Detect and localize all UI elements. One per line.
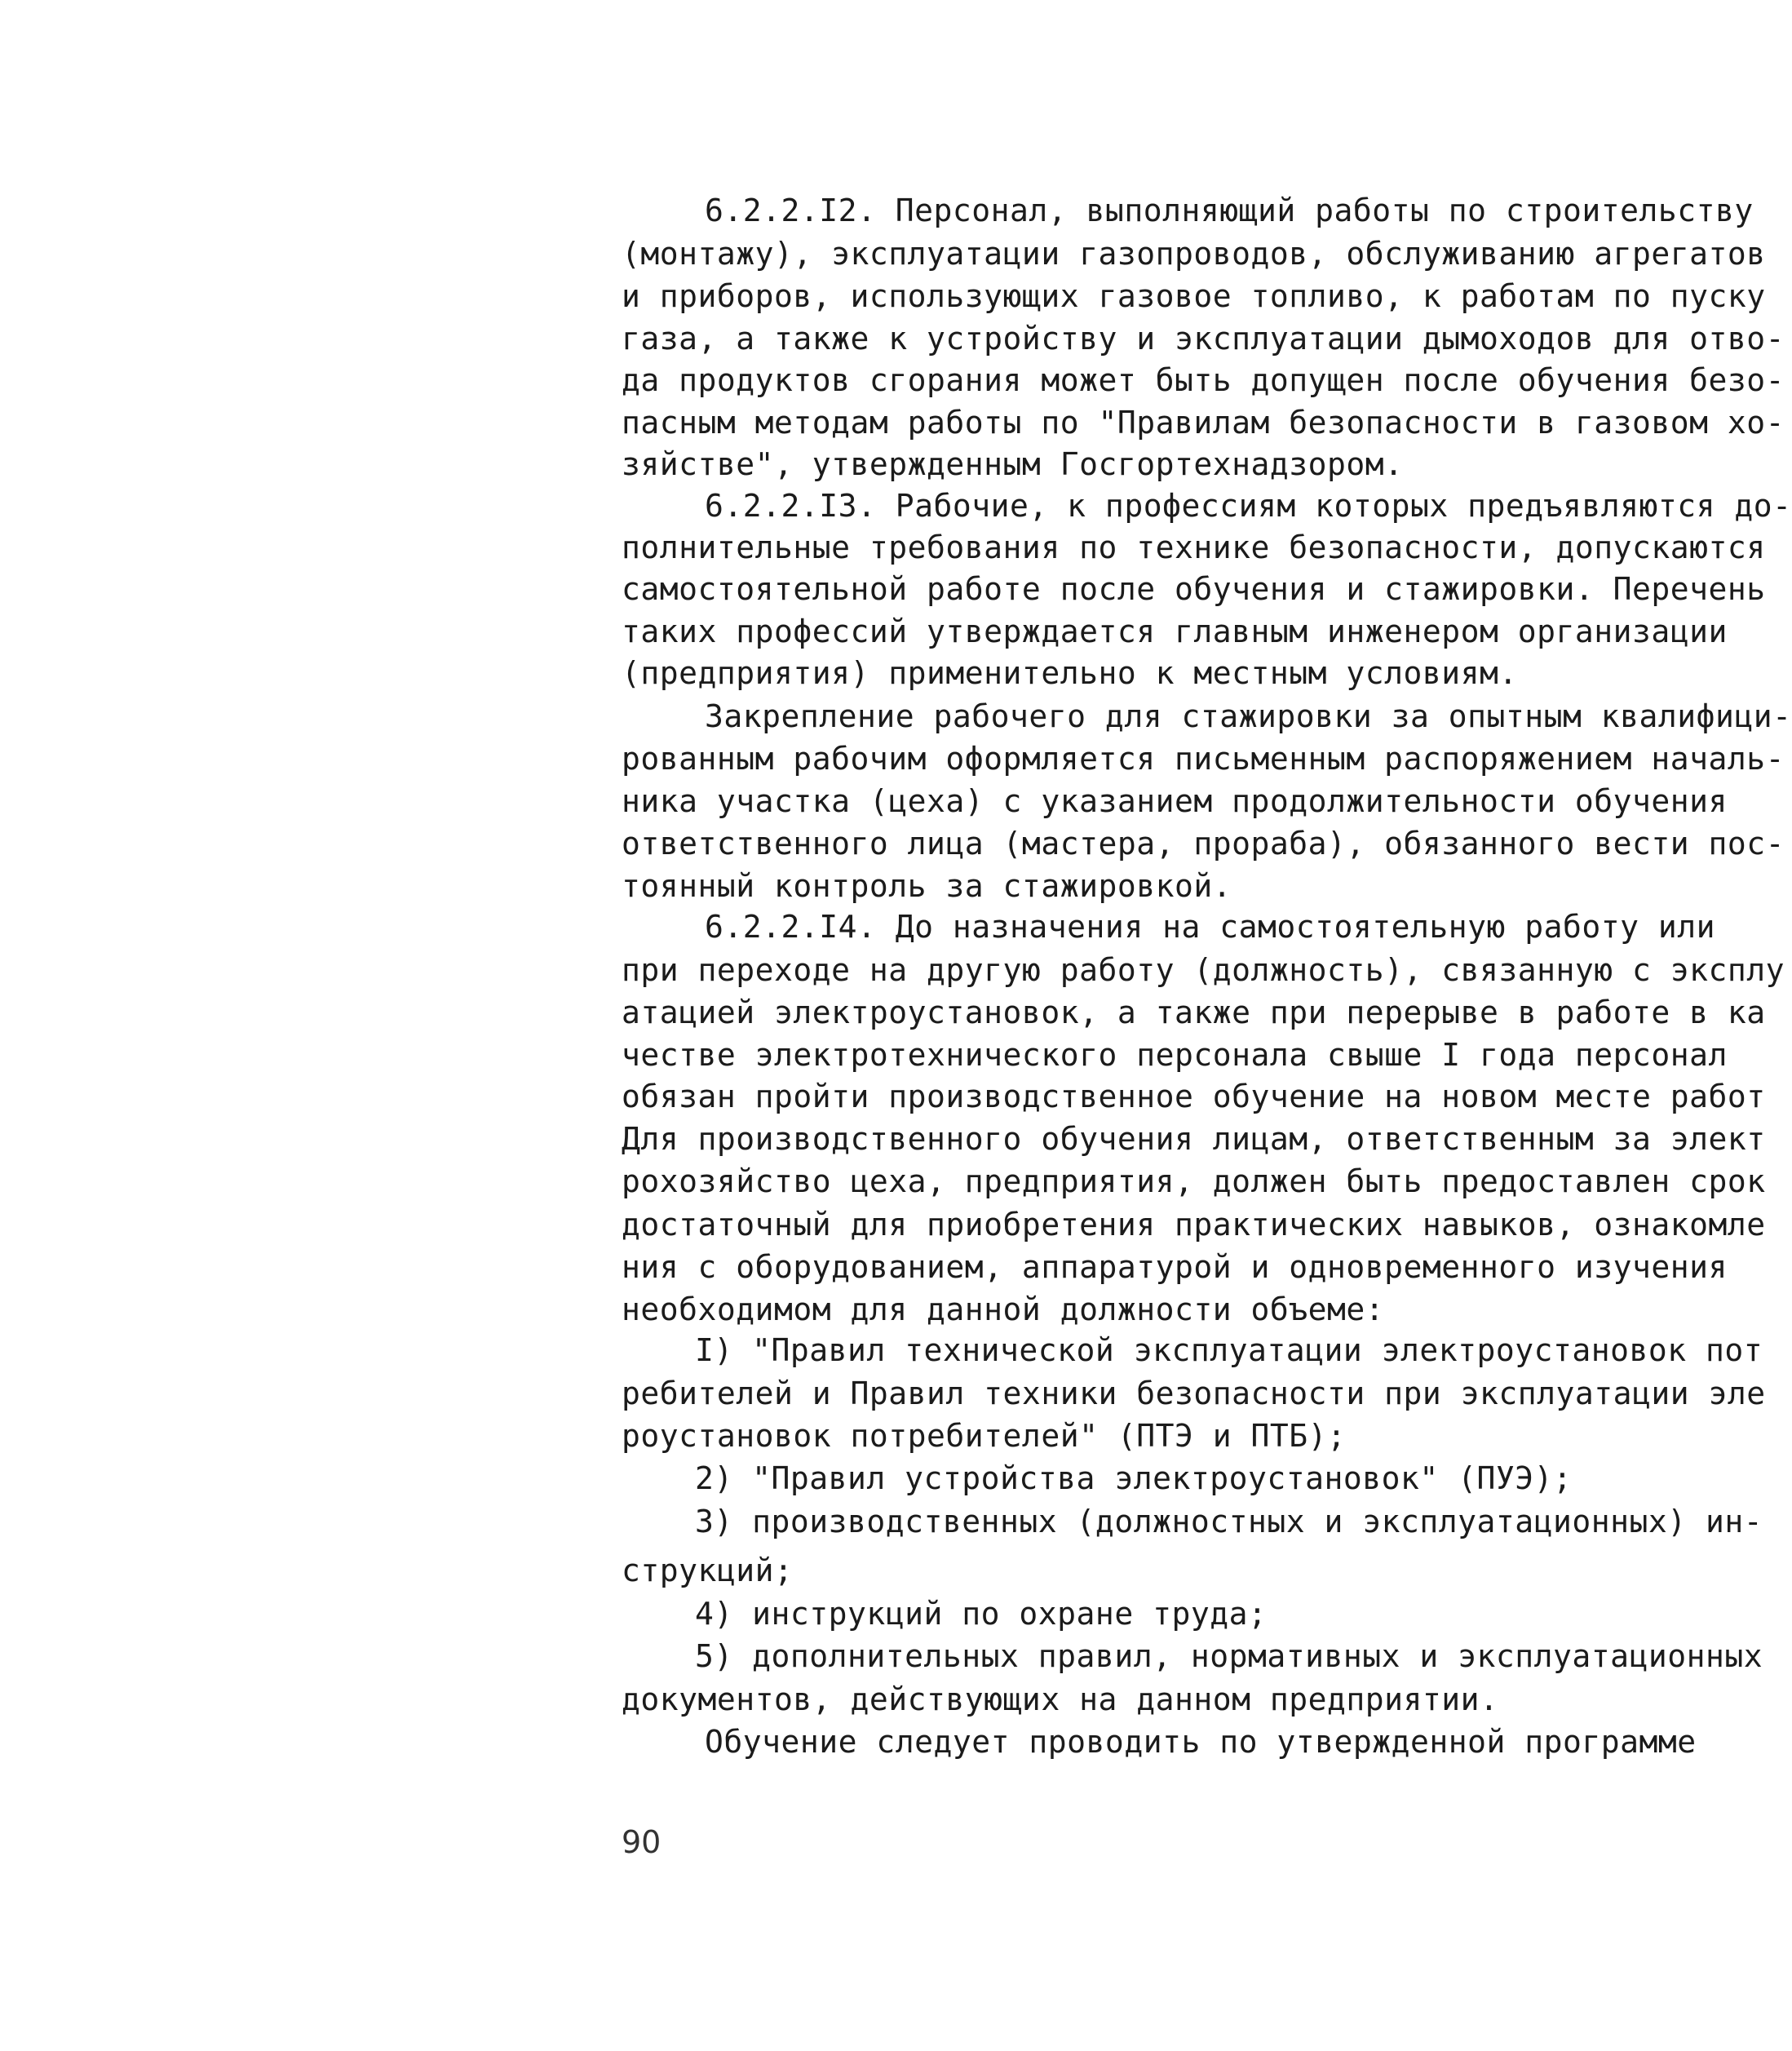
text-line: и приборов, использующих газовое топливо, к работам по пуску <box>622 278 1766 314</box>
text-line: 6.2.2.I2. Персонал, выполняющий работы по строительству <box>705 193 1754 228</box>
text-line: струкций; <box>622 1553 794 1588</box>
text-line: обязан пройти производственное обучение на новом месте работ <box>622 1079 1766 1114</box>
list-item-text: 3) производственных (должностных и эксплуатационных) ин- <box>695 1504 1763 1539</box>
text-line: газа, а также к устройству и эксплуатации дымоходов для отво- <box>622 321 1785 357</box>
text-line: тоянный контроль за стажировкой. <box>622 868 1232 904</box>
text-line: полнительные требования по технике безопасности, допускаются <box>622 529 1766 565</box>
text-line: Закрепление рабочего для стажировки за опытным квалифици- <box>705 698 1792 734</box>
text-line: атацией электроустановок, а также при перерыве в работе в ка <box>622 994 1766 1030</box>
text-line: ника участка (цеха) с указанием продолжительности обучения <box>622 783 1728 819</box>
text-line: самостоятельной работе после обучения и стажировки. Перечень <box>622 571 1766 607</box>
text-line: ния с оборудованием, аппаратурой и одновременного изучения <box>622 1249 1728 1285</box>
text-line: достаточный для приобретения практических навыков, ознакомле <box>622 1207 1766 1243</box>
text-line: ребителей и Правил техники безопасности при эксплуатации эле <box>622 1375 1766 1411</box>
text-line: ответственного лица (мастера, прораба), обязанного вести пос- <box>622 826 1785 862</box>
text-line: да продуктов сгорания может быть допущен после обучения безо- <box>622 362 1785 398</box>
text-line: честве электротехнического персонала свыше I года персонал <box>622 1037 1728 1073</box>
text-line: Для производственного обучения лицам, ответственным за элект <box>622 1121 1766 1157</box>
text-line: (предприятия) применительно к местным условиям. <box>622 655 1518 691</box>
list-item-text: 5) дополнительных правил, нормативных и эксплуатационных <box>695 1638 1763 1674</box>
text-line: рохозяйство цеха, предприятия, должен быть предоставлен срок <box>622 1163 1766 1199</box>
text-line: роустановок потребителей" (ПТЭ и ПТБ); <box>622 1418 1347 1454</box>
list-item-text: I) "Правил технической эксплуатации электроустановок пот <box>695 1332 1763 1368</box>
list-item-text: 4) инструкций по охране труда; <box>695 1596 1268 1632</box>
page-number: 90 <box>622 1824 661 1860</box>
text-line: пасным методам работы по "Правилам безопасности в газовом хо- <box>622 405 1785 441</box>
text-line: 6.2.2.I3. Рабочие, к профессиям которых предъявляются до- <box>705 488 1792 524</box>
text-line: Обучение следует проводить по утвержденной программе <box>705 1724 1697 1760</box>
text-line: (монтажу), эксплуатации газопроводов, обслуживанию агрегатов <box>622 236 1766 272</box>
text-line: зяйстве", утвержденным Госгортехнадзором. <box>622 446 1404 482</box>
text-line: при переходе на другую работу (должность), связанную с эксплу <box>622 952 1785 988</box>
text-line: 6.2.2.I4. До назначения на самостоятельную работу или <box>705 909 1716 945</box>
text-line: необходимом для данной должности объеме: <box>622 1291 1385 1327</box>
text-line: документов, действующих на данном предприятии. <box>622 1681 1499 1717</box>
text-line: таких профессий утверждается главным инженером организации <box>622 614 1728 649</box>
text-line: рованным рабочим оформляется письменным распоряжением началь- <box>622 741 1785 777</box>
list-item-text: 2) "Правил устройства электроустановок" (ПУЭ); <box>695 1460 1573 1496</box>
